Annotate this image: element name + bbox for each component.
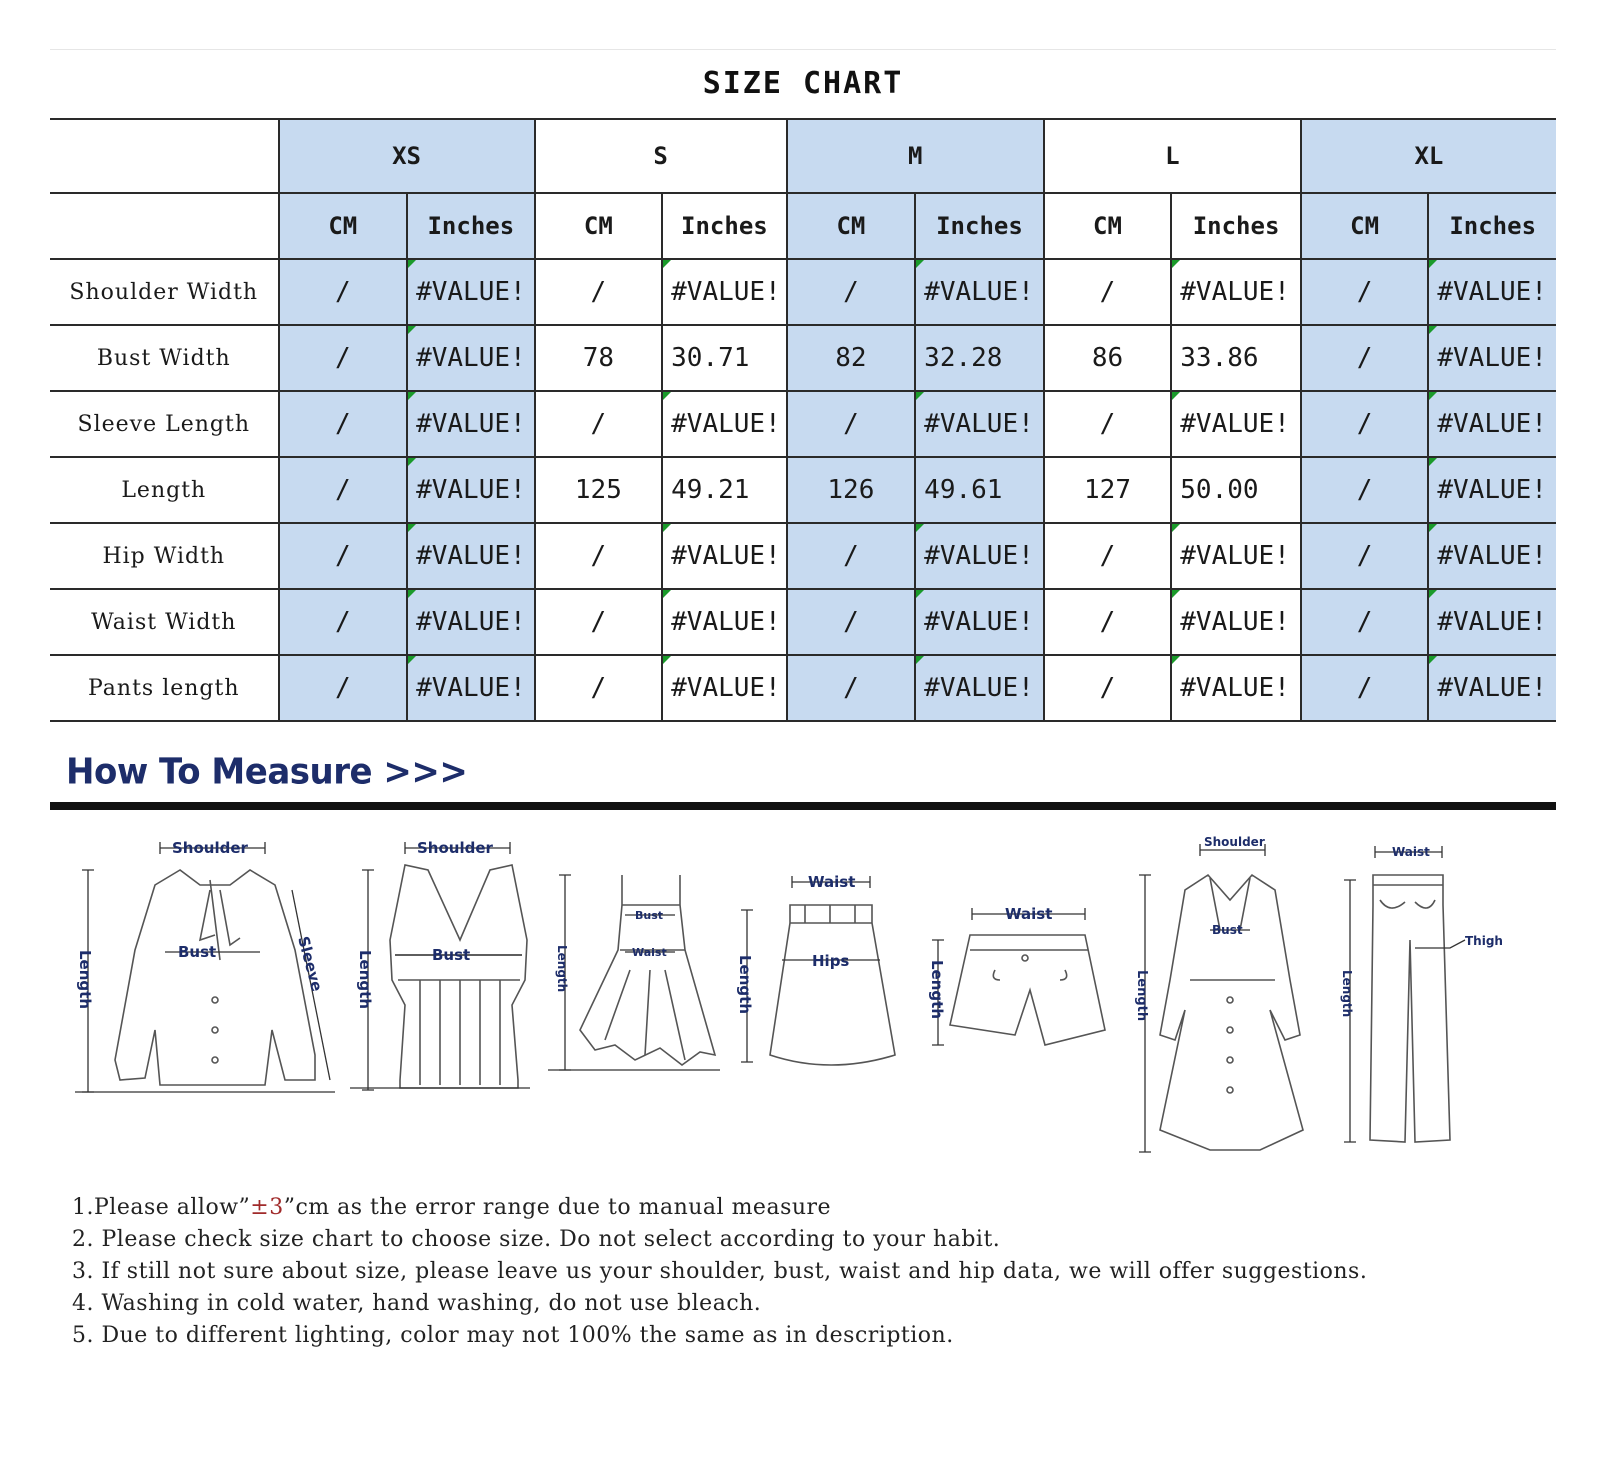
waist-label: Waist bbox=[632, 946, 667, 959]
error-flag-marker bbox=[1172, 656, 1180, 664]
inch-value-text: #VALUE! bbox=[1437, 475, 1547, 505]
bust-label: Bust bbox=[432, 946, 471, 964]
cm-value: / bbox=[787, 391, 916, 457]
inch-value bbox=[407, 457, 535, 523]
inch-value-text: #VALUE! bbox=[1437, 607, 1547, 637]
inch-value-text: #VALUE! bbox=[924, 277, 1034, 307]
size-header-m: M bbox=[787, 119, 1044, 193]
measurement-label: Hip Width bbox=[50, 523, 279, 589]
note-item: 2. Please check size chart to choose size. Do not select according to your habit. bbox=[72, 1227, 1001, 1252]
inch-value bbox=[662, 391, 786, 457]
garment-diagrams bbox=[60, 830, 1550, 1160]
unit-header-row bbox=[50, 193, 1556, 259]
inch-value-text: 30.71 bbox=[671, 343, 750, 373]
note-item: 4. Washing in cold water, hand washing, do not use bleach. bbox=[72, 1291, 762, 1316]
cm-value: 78 bbox=[535, 325, 663, 391]
inch-value-text: #VALUE! bbox=[671, 409, 781, 439]
corner-cell bbox=[50, 119, 279, 193]
cm-value: / bbox=[279, 523, 408, 589]
inch-value bbox=[1428, 589, 1556, 655]
pants-diagram bbox=[1344, 846, 1465, 1142]
inch-value bbox=[407, 391, 535, 457]
size-header-row bbox=[50, 119, 1556, 193]
inch-value-text: #VALUE! bbox=[1437, 409, 1547, 439]
heading-divider bbox=[50, 802, 1556, 810]
error-flag-marker bbox=[663, 392, 671, 400]
garment-illustrations bbox=[60, 830, 1550, 1160]
cm-value: / bbox=[1044, 391, 1172, 457]
cm-value: / bbox=[535, 259, 663, 325]
unit-cm: CM bbox=[1301, 193, 1429, 259]
inch-value-text: 49.21 bbox=[671, 475, 750, 505]
how-to-measure-heading: How To Measure >>> bbox=[66, 751, 468, 793]
error-flag-marker bbox=[916, 524, 924, 532]
error-flag-marker bbox=[408, 260, 416, 268]
inch-value bbox=[1428, 259, 1556, 325]
error-flag-marker bbox=[1429, 260, 1437, 268]
waist-label: Waist bbox=[1005, 905, 1053, 923]
error-flag-marker bbox=[408, 590, 416, 598]
size-chart-title: SIZE CHART bbox=[702, 66, 904, 101]
inch-value bbox=[915, 457, 1044, 523]
size-header-l: L bbox=[1044, 119, 1301, 193]
inch-value-text: #VALUE! bbox=[671, 607, 781, 637]
inch-value bbox=[915, 655, 1044, 721]
inch-value-text: #VALUE! bbox=[671, 673, 781, 703]
measurement-label: Waist Width bbox=[50, 589, 279, 655]
cm-value: / bbox=[535, 655, 663, 721]
inch-value-text: #VALUE! bbox=[416, 475, 526, 505]
inch-value-text: #VALUE! bbox=[671, 277, 781, 307]
inch-value bbox=[1171, 457, 1301, 523]
cm-value: 86 bbox=[1044, 325, 1172, 391]
error-flag-marker bbox=[1429, 326, 1437, 334]
cm-value: / bbox=[279, 325, 408, 391]
inch-value bbox=[1428, 457, 1556, 523]
unit-cm: CM bbox=[1044, 193, 1172, 259]
inch-value bbox=[662, 523, 786, 589]
cm-value: / bbox=[1301, 655, 1429, 721]
inch-value-text: 33.86 bbox=[1180, 343, 1259, 373]
size-header-xl: XL bbox=[1301, 119, 1556, 193]
thigh-label: Thigh bbox=[1465, 934, 1503, 948]
inch-value bbox=[662, 589, 786, 655]
length-label: Length bbox=[1134, 970, 1149, 1022]
error-flag-marker bbox=[1429, 392, 1437, 400]
cm-value: 127 bbox=[1044, 457, 1172, 523]
top-divider bbox=[50, 49, 1556, 50]
inch-value-text: #VALUE! bbox=[1180, 607, 1290, 637]
length-label: Length bbox=[928, 960, 946, 1019]
error-flag-marker bbox=[916, 392, 924, 400]
inch-value bbox=[407, 259, 535, 325]
note-item bbox=[72, 1192, 1367, 1224]
cm-value: / bbox=[787, 655, 916, 721]
sleeve-label: Sleeve bbox=[294, 934, 327, 994]
error-flag-marker bbox=[663, 590, 671, 598]
unit-cm: CM bbox=[279, 193, 408, 259]
error-flag-marker bbox=[916, 656, 924, 664]
error-flag-marker bbox=[1429, 524, 1437, 532]
inch-value bbox=[915, 325, 1044, 391]
cm-value: / bbox=[1301, 391, 1429, 457]
cm-value: / bbox=[1301, 523, 1429, 589]
inch-value-text: #VALUE! bbox=[1437, 541, 1547, 571]
unit-inches: Inches bbox=[662, 193, 786, 259]
inch-value-text: 49.61 bbox=[924, 475, 1003, 505]
tolerance-value: ±3 bbox=[250, 1195, 284, 1220]
coat-diagram bbox=[1139, 844, 1303, 1152]
error-flag-marker bbox=[1172, 590, 1180, 598]
inch-value bbox=[1171, 259, 1301, 325]
inch-value bbox=[662, 655, 786, 721]
inch-value bbox=[407, 325, 535, 391]
measurement-row bbox=[50, 589, 1556, 655]
inch-value-text: #VALUE! bbox=[416, 409, 526, 439]
inch-value bbox=[1428, 325, 1556, 391]
error-flag-marker bbox=[916, 590, 924, 598]
cm-value: / bbox=[1301, 325, 1429, 391]
inch-value bbox=[1171, 523, 1301, 589]
inch-value bbox=[1428, 655, 1556, 721]
cm-value: / bbox=[535, 391, 663, 457]
length-label: Length bbox=[76, 950, 94, 1009]
error-flag-marker bbox=[1172, 524, 1180, 532]
cm-value: / bbox=[279, 259, 408, 325]
unit-cm: CM bbox=[535, 193, 663, 259]
inch-value bbox=[915, 259, 1044, 325]
error-flag-marker bbox=[663, 524, 671, 532]
error-flag-marker bbox=[1172, 260, 1180, 268]
corner-cell bbox=[50, 193, 279, 259]
inch-value-text: #VALUE! bbox=[924, 541, 1034, 571]
inch-value-text: #VALUE! bbox=[1180, 541, 1290, 571]
measurement-row bbox=[50, 391, 1556, 457]
note-item: 5. Due to different lighting, color may not 100% the same as in description. bbox=[72, 1323, 954, 1348]
length-label: Length bbox=[356, 950, 374, 1009]
inch-value-text: #VALUE! bbox=[924, 673, 1034, 703]
inch-value-text: #VALUE! bbox=[924, 607, 1034, 637]
error-flag-marker bbox=[663, 656, 671, 664]
cm-value: 126 bbox=[787, 457, 916, 523]
cm-value: 82 bbox=[787, 325, 916, 391]
inch-value-text: #VALUE! bbox=[416, 541, 526, 571]
cm-value: / bbox=[787, 259, 916, 325]
inch-value-text: #VALUE! bbox=[416, 277, 526, 307]
shoulder-label: Shoulder bbox=[417, 839, 493, 857]
inch-value bbox=[662, 457, 786, 523]
inch-value-text: #VALUE! bbox=[1180, 409, 1290, 439]
measurement-row bbox=[50, 523, 1556, 589]
inch-value-text: 50.00 bbox=[1180, 475, 1259, 505]
size-header-s: S bbox=[535, 119, 787, 193]
cm-value: / bbox=[279, 589, 408, 655]
tank-top-diagram bbox=[350, 842, 530, 1090]
sundress-diagram bbox=[548, 875, 720, 1070]
shoulder-label: Shoulder bbox=[1204, 835, 1265, 849]
bust-label: Bust bbox=[1212, 923, 1243, 937]
cm-value: / bbox=[1301, 259, 1429, 325]
measurement-row bbox=[50, 655, 1556, 721]
unit-inches: Inches bbox=[407, 193, 535, 259]
measurement-label: Sleeve Length bbox=[50, 391, 279, 457]
inch-value-text: #VALUE! bbox=[1180, 673, 1290, 703]
cm-value: / bbox=[279, 457, 408, 523]
inch-value-text: #VALUE! bbox=[1437, 673, 1547, 703]
measurement-row bbox=[50, 457, 1556, 523]
inch-value-text: #VALUE! bbox=[671, 541, 781, 571]
inch-value-text: #VALUE! bbox=[924, 409, 1034, 439]
inch-value bbox=[662, 325, 786, 391]
error-flag-marker bbox=[408, 392, 416, 400]
waist-label: Waist bbox=[1392, 845, 1430, 859]
size-header-xs: XS bbox=[279, 119, 535, 193]
error-flag-marker bbox=[1429, 656, 1437, 664]
cm-value: / bbox=[279, 655, 408, 721]
unit-inches: Inches bbox=[1428, 193, 1556, 259]
error-flag-marker bbox=[1429, 590, 1437, 598]
note-text: 1.Please allow” bbox=[72, 1195, 251, 1220]
cm-value: / bbox=[1044, 523, 1172, 589]
cm-value: / bbox=[1301, 589, 1429, 655]
cm-value: / bbox=[787, 523, 916, 589]
skirt-diagram bbox=[741, 876, 895, 1065]
inch-value bbox=[407, 655, 535, 721]
measurement-row bbox=[50, 259, 1556, 325]
error-flag-marker bbox=[408, 524, 416, 532]
inch-value-text: #VALUE! bbox=[1437, 343, 1547, 373]
inch-value-text: #VALUE! bbox=[416, 343, 526, 373]
cm-value: 125 bbox=[535, 457, 663, 523]
inch-value bbox=[407, 523, 535, 589]
inch-value bbox=[1171, 655, 1301, 721]
inch-value bbox=[1171, 325, 1301, 391]
bust-label: Bust bbox=[178, 943, 217, 961]
length-label: Length bbox=[736, 955, 754, 1014]
cm-value: / bbox=[535, 589, 663, 655]
length-label: Length bbox=[1340, 970, 1354, 1018]
inch-value bbox=[407, 589, 535, 655]
error-flag-marker bbox=[1172, 392, 1180, 400]
inch-value bbox=[1428, 391, 1556, 457]
hips-label: Hips bbox=[812, 952, 850, 970]
measurement-label: Length bbox=[50, 457, 279, 523]
inch-value bbox=[1428, 523, 1556, 589]
waist-label: Waist bbox=[808, 873, 856, 891]
size-notes bbox=[72, 1192, 1367, 1352]
bust-label: Bust bbox=[635, 909, 664, 922]
cm-value: / bbox=[1044, 259, 1172, 325]
measurement-label: Shoulder Width bbox=[50, 259, 279, 325]
error-flag-marker bbox=[916, 260, 924, 268]
inch-value-text: #VALUE! bbox=[1437, 277, 1547, 307]
inch-value bbox=[662, 259, 786, 325]
inch-value bbox=[915, 523, 1044, 589]
inch-value-text: #VALUE! bbox=[416, 607, 526, 637]
note-text: ”cm as the error range due to manual measure bbox=[283, 1195, 832, 1220]
unit-inches: Inches bbox=[915, 193, 1044, 259]
measurement-label: Pants length bbox=[50, 655, 279, 721]
shoulder-label: Shoulder bbox=[172, 839, 248, 857]
inch-value bbox=[1171, 589, 1301, 655]
cm-value: / bbox=[1044, 589, 1172, 655]
cm-value: / bbox=[1044, 655, 1172, 721]
inch-value bbox=[915, 391, 1044, 457]
error-flag-marker bbox=[663, 260, 671, 268]
error-flag-marker bbox=[1429, 458, 1437, 466]
unit-inches: Inches bbox=[1171, 193, 1301, 259]
inch-value bbox=[1171, 391, 1301, 457]
inch-value-text: 32.28 bbox=[924, 343, 1003, 373]
unit-cm: CM bbox=[787, 193, 916, 259]
cm-value: / bbox=[279, 391, 408, 457]
cm-value: / bbox=[535, 523, 663, 589]
error-flag-marker bbox=[408, 458, 416, 466]
length-label: Length bbox=[555, 945, 569, 993]
measurement-row bbox=[50, 325, 1556, 391]
inch-value-text: #VALUE! bbox=[416, 673, 526, 703]
cm-value: / bbox=[787, 589, 916, 655]
blouse-diagram bbox=[75, 842, 335, 1092]
cm-value: / bbox=[1301, 457, 1429, 523]
shorts-diagram bbox=[932, 908, 1105, 1045]
inch-value bbox=[915, 589, 1044, 655]
inch-value-text: #VALUE! bbox=[1180, 277, 1290, 307]
note-item: 3. If still not sure about size, please leave us your shoulder, bust, waist and hip data, we will offer suggestions. bbox=[72, 1259, 1368, 1284]
error-flag-marker bbox=[408, 656, 416, 664]
error-flag-marker bbox=[408, 326, 416, 334]
size-chart-table bbox=[50, 118, 1556, 722]
measurement-label: Bust Width bbox=[50, 325, 279, 391]
